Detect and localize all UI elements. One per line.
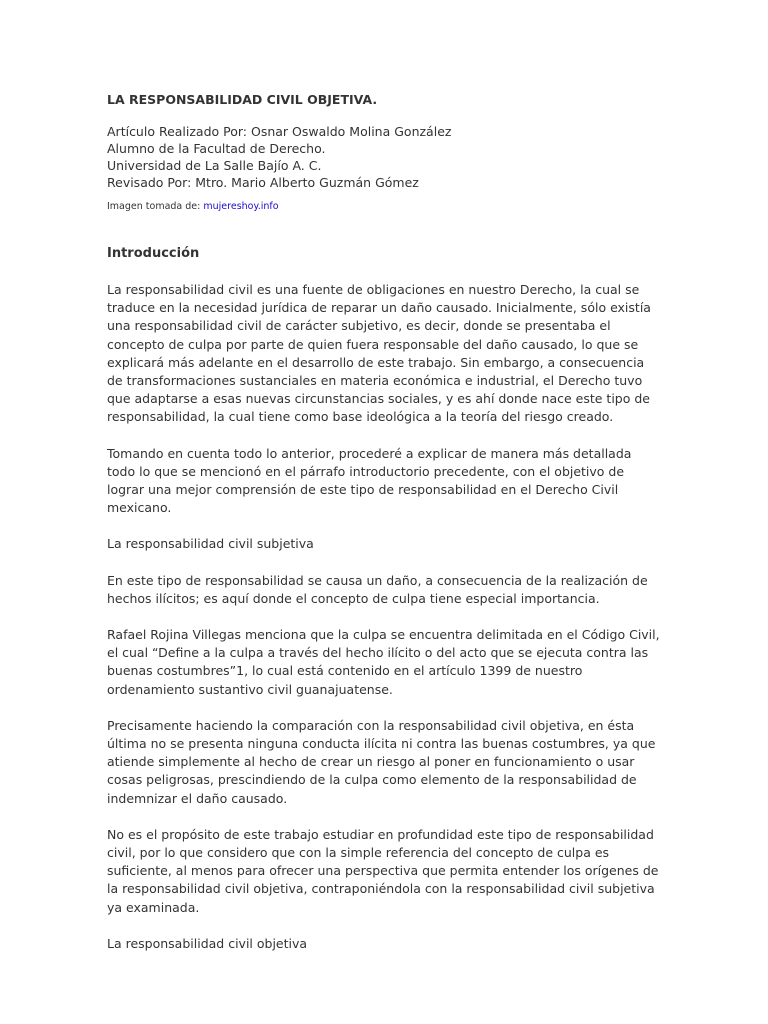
author-credits bbox=[107, 123, 663, 191]
paragraph-rojina-villegas: Rafael Rojina Villegas menciona que la culpa se encuentra delimitada en el Código Civil, el cual “Define a la culpa a través del hecho ilícito o del acto que se ejecuta contra las buenas costumbres”1, lo cual está contenido en el artículo 1399 de nuestro ordenamiento sustantivo civil guanajuatense. bbox=[107, 627, 660, 697]
paragraph-comparacion: Precisamente haciendo la comparación con la responsabilidad civil objetiva, en ésta última no se presenta ninguna conducta ilícita ni contra las buenas costumbres, ya que atiende simplemente al hecho de crear un riesgo al poner en funcionamiento o usar cosas peligrosas, prescindiendo de la culpa como elemento de la responsabilidad de indemnizar el daño causado. bbox=[107, 717, 656, 806]
credit-reviewer: Revisado Por: Mtro. Mario Alberto Guzmán Gómez bbox=[107, 175, 419, 190]
paragraph-overview: Tomando en cuenta todo lo anterior, procederé a explicar de manera más detallada todo lo que se mencionó en el párrafo introductorio precedente, con el objetivo de lograr una mejor comprensión de este tipo de responsabilidad en el Derecho Civil mexicano. bbox=[107, 445, 632, 516]
credit-author: Artículo Realizado Por: Osnar Oswaldo Molina González bbox=[107, 124, 452, 139]
image-source-link[interactable]: mujereshoy.info bbox=[203, 201, 279, 212]
image-credit bbox=[107, 200, 663, 213]
section-heading-introduccion: Introducción bbox=[107, 246, 200, 261]
image-credit-label: Imagen tomada de: bbox=[107, 201, 201, 212]
paragraph-intro: La responsabilidad civil es una fuente de obligaciones en nuestro Derecho, la cual se traduce en la necesidad jurídica de reparar un daño causado. Inicialmente, sólo existía una responsabilidad civil de carácter subjetivo, es decir, donde se presentaba el concepto de culpa por parte de quien fuera responsable del daño causado, lo que se explicará más adelante en el desarrollo de este trabajo. Sin embargo, a consecuencia de transformaciones sustanciales en materia económica e industrial, el Derecho tuvo que adaptarse a esas nuevas circunstancias sociales, y es ahí donde nace este tipo de responsabilidad, la cual tiene como base ideológica a la teoría del riesgo creado. bbox=[107, 282, 651, 425]
paragraph-proposito: No es el propósito de este trabajo estudiar en profundidad este tipo de responsabilidad civil, por lo que considero que con la simple referencia del concepto de culpa es suficiente, al menos para ofrecer una perspectiva que permita entender los orígenes de la responsabilidad civil objetiva, contraponiéndola con la responsabilidad civil subjetiva ya examinada. bbox=[107, 826, 659, 915]
credit-university: Universidad de La Salle Bajío A. C. bbox=[107, 158, 322, 173]
document-page bbox=[107, 91, 663, 953]
paragraph-subjetiva: En este tipo de responsabilidad se causa un daño, a consecuencia de la realización de hechos ilícitos; es aquí donde el concepto de culpa tiene especial importancia. bbox=[107, 572, 648, 606]
credit-faculty: Alumno de la Facultad de Derecho. bbox=[107, 141, 326, 156]
subheading-responsabilidad-subjetiva: La responsabilidad civil subjetiva bbox=[107, 536, 314, 552]
subheading-responsabilidad-objetiva: La responsabilidad civil objetiva bbox=[107, 935, 308, 951]
document-title: LA RESPONSABILIDAD CIVIL OBJETIVA. bbox=[107, 92, 378, 107]
